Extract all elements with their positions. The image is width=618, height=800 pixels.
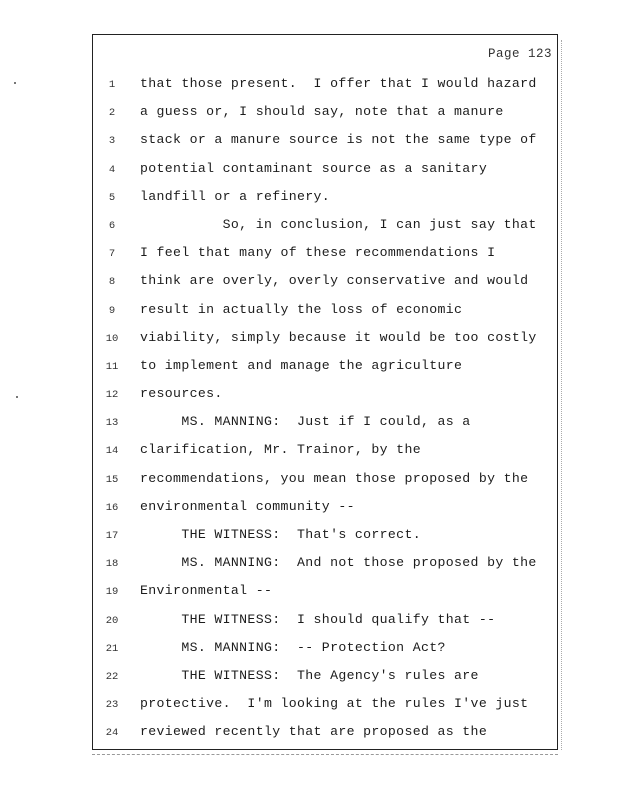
transcript-line [0,613,618,641]
transcript-line [0,359,618,387]
line-number: 17 [105,530,119,542]
transcript-line [0,246,618,274]
line-text: landfill or a refinery. [140,188,331,204]
transcript-line [0,190,618,218]
line-number: 16 [105,501,119,514]
line-number: 20 [105,614,119,627]
line-number: 6 [108,219,116,232]
line-number: 5 [108,191,116,204]
page-number: Page 123 [487,47,552,61]
line-text: MS. MANNING: Just if I could, as a [140,414,471,430]
bottom-rule [92,754,558,755]
transcript-line [0,725,618,753]
transcript-line [0,556,618,584]
line-number: 19 [105,586,119,599]
line-text: stack or a manure source is not the same type of [140,132,537,148]
transcript-line [0,162,618,190]
line-number: 22 [105,670,119,683]
transcript-line [0,443,618,471]
line-text: that those present. I offer that I would hazard [140,76,537,91]
transcript-line [0,303,618,331]
transcript-line [0,472,618,500]
transcript-line [0,274,618,302]
line-text: MS. MANNING: And not those proposed by the [140,555,537,571]
scan-speck [14,82,16,84]
line-number: 9 [108,304,116,317]
transcript-line [0,105,618,133]
line-text: potential contaminant source as a sanitary [140,160,488,176]
line-number: 3 [108,135,116,148]
line-text: a guess or, I should say, note that a manure [140,104,504,120]
line-text: result in actually the loss of economic [140,301,463,317]
transcript-line [0,669,618,697]
line-text: protective. I'm looking at the rules I've just [140,696,529,712]
line-text: recommendations, you mean those proposed by the [140,470,529,486]
line-number: 11 [105,360,119,373]
transcript-lines [0,77,618,754]
transcript-line [0,584,618,612]
line-text: environmental community -- [140,498,355,514]
line-text: reviewed recently that are proposed as the [140,724,488,740]
transcript-line [0,133,618,161]
line-number: 8 [108,276,116,289]
line-text: So, in conclusion, I can just say that [140,216,537,232]
line-number: 4 [108,163,116,176]
scan-speck [16,396,18,398]
line-text: THE WITNESS: The Agency's rules are [140,667,479,683]
transcript-line [0,77,618,105]
line-number: 13 [105,417,119,430]
line-text: THE WITNESS: That's correct. [140,527,421,542]
line-text: to implement and manage the agriculture [140,357,463,373]
transcript-line [0,641,618,669]
line-number: 24 [105,727,119,740]
transcript-line [0,528,618,556]
line-number: 18 [105,558,119,571]
transcript-line [0,218,618,246]
line-number: 7 [108,248,116,261]
line-text: Environmental -- [140,583,273,599]
line-text: resources. [140,386,223,402]
line-text: MS. MANNING: -- Protection Act? [140,639,446,655]
transcript-line [0,331,618,359]
line-number: 15 [105,473,119,486]
line-text: think are overly, overly conservative and would [140,273,529,289]
line-number: 12 [105,389,119,402]
line-text: I feel that many of these recommendations I [140,245,496,261]
transcript-line [0,500,618,528]
line-number: 21 [105,642,119,655]
line-text: clarification, Mr. Trainor, by the [140,442,421,458]
line-number: 10 [105,332,119,345]
transcript-line [0,415,618,443]
transcript-line [0,387,618,415]
line-number: 1 [108,79,116,91]
line-number: 23 [105,699,119,712]
line-text: THE WITNESS: I should qualify that -- [140,611,496,627]
line-number: 14 [105,445,119,458]
transcript-line [0,697,618,725]
line-number: 2 [108,107,116,120]
line-text: viability, simply because it would be too costly [140,329,537,345]
